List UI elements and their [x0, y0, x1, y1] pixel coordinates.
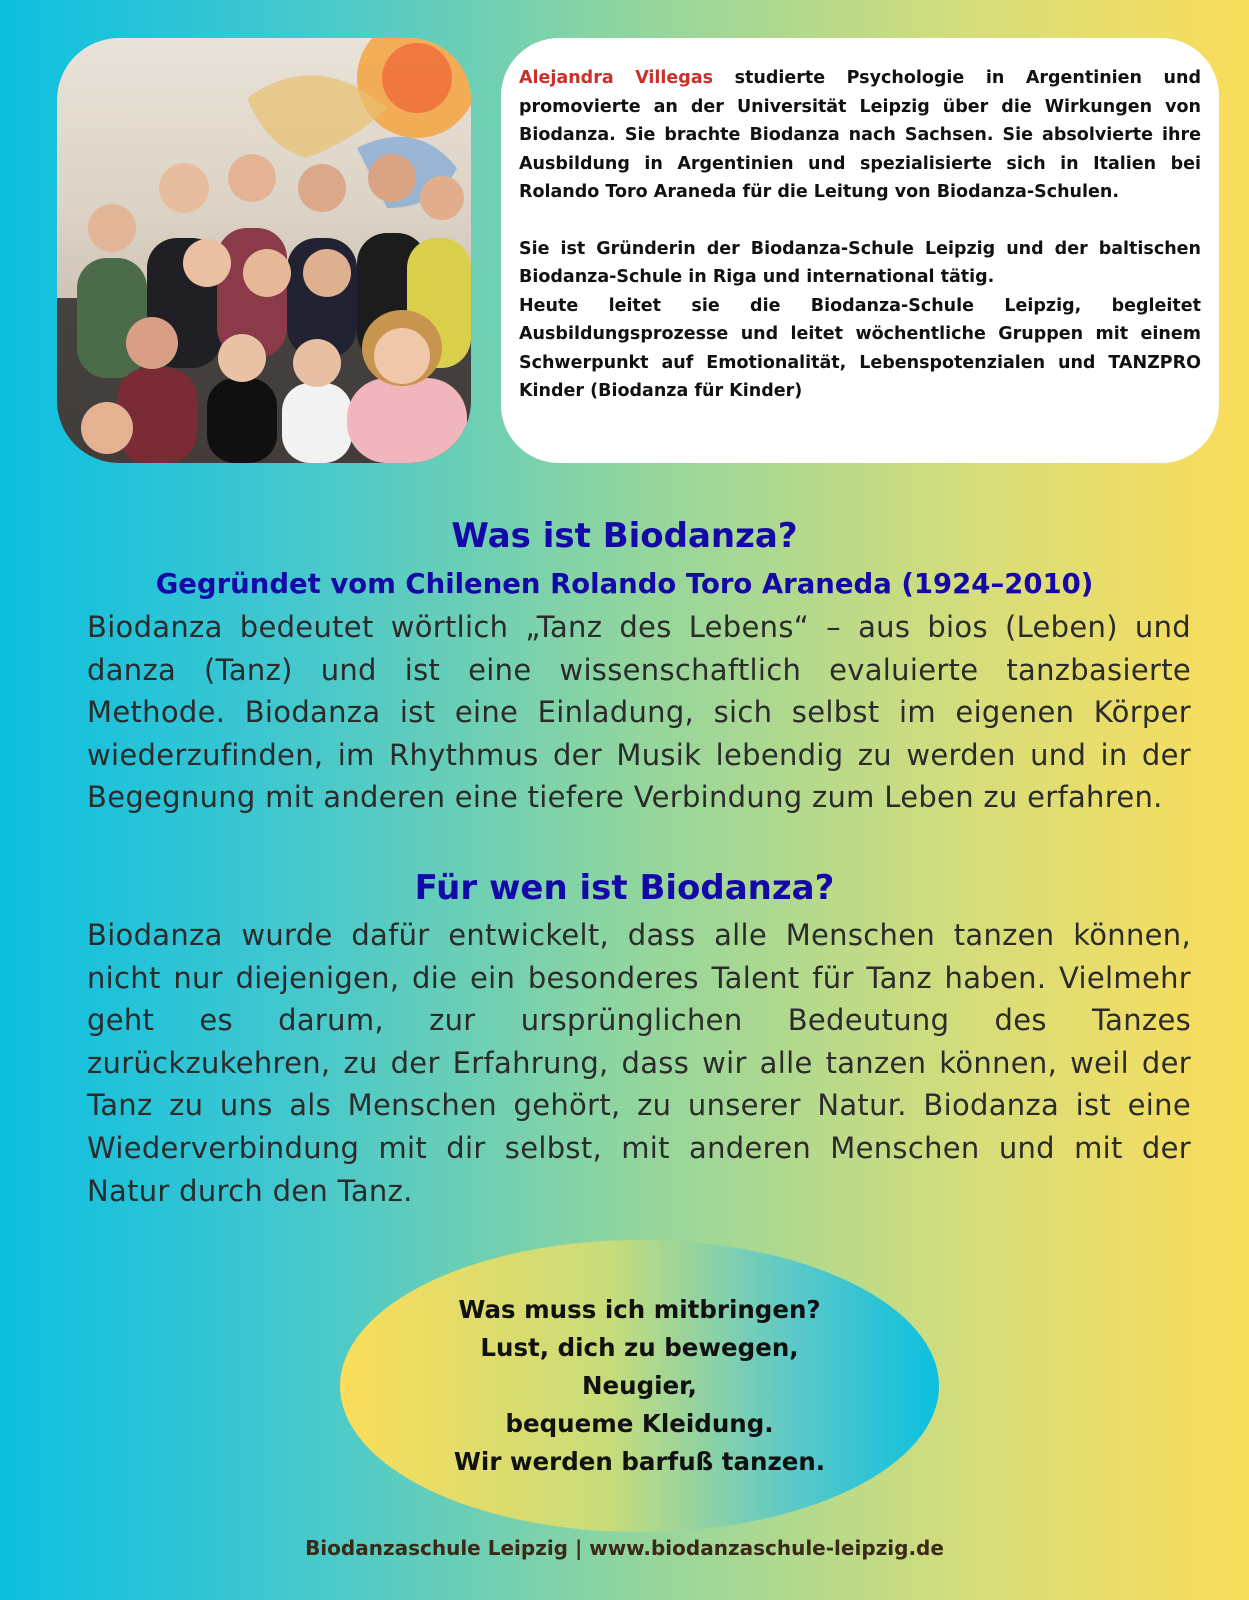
group-photo: [57, 38, 471, 463]
founder-subheading: Gegründet vom Chilenen Rolando Toro Araneda (1924–2010): [155, 568, 1094, 600]
bio-card: [501, 38, 1219, 463]
bio-paragraph-1-text: studierte Psychologie in Argentinien und promovierte an der Universität Leipzig über die Wirkungen von Biodanza. Sie brachte Biodanza nach Sachsen. Sie absolvierte ihre Ausbildung in Argentinien und spezialisierte sich in Italien bei Rolando Toro Araneda für die Leitung von Biodanza-Schulen.: [519, 68, 1202, 202]
oval-line: Neugier,: [582, 1371, 697, 1400]
main-heading: Was ist Biodanza?: [451, 516, 798, 556]
footer-contact: Biodanzaschule Leipzig | www.biodanzaschule-leipzig.de: [305, 1536, 944, 1560]
bio-paragraph-2: Sie ist Gründerin der Biodanza-Schule Leipzig und der baltischen Biodanza-Schule in Riga und international tätig.: [519, 238, 1201, 287]
group-photo-illustration: [57, 38, 471, 463]
oval-line: Wir werden barfuß tanzen.: [453, 1447, 826, 1476]
what-is-biodanza-text: Biodanza bedeutet wörtlich „Tanz des Lebens“ – aus bios (Leben) und danza (Tanz) und ist eine wissenschaftlich evaluierte tanzbasierte Methode. Biodanza ist eine Einladung, sich selbst im eigenen Körper wiederzufinden, im Rhythmus der Musik lebendig zu werden und in der Begegnung mit anderen eine tiefere Verbindung zum Leben zu erfahren.: [87, 610, 1191, 815]
oval-line: bequeme Kleidung.: [505, 1409, 774, 1438]
for-whom-heading: Für wen ist Biodanza?: [414, 868, 835, 908]
for-whom-text: Biodanza wurde dafür entwickelt, dass alle Menschen tanzen können, nicht nur diejenigen, die ein besonderes Talent für Tanz haben. Vielmehr geht es darum, zur ursprünglichen Bedeutung des Tanzes zurückzukehren, zu der Erfahrung, dass wir alle tanzen können, weil der Tanz zu uns als Menschen gehört, zu unserer Natur. Biodanza ist eine Wiederverbindung mit dir selbst, mit anderen Menschen und mit der Natur durch den Tanz.: [87, 918, 1191, 1208]
oval-line: Lust, dich zu bewegen,: [480, 1333, 799, 1362]
oval-line: Was muss ich mitbringen?: [458, 1295, 821, 1324]
what-to-bring-oval: [340, 1240, 939, 1532]
bio-paragraph-3: Heute leitet sie die Biodanza-Schule Leipzig, begleitet Ausbildungsprozesse und leitet wöchentliche Gruppen mit einem Schwerpunkt auf Emotionalität, Lebenspotenzialen und TANZPRO Kinder (Biodanza für Kinder): [519, 295, 1201, 401]
bio-name: Alejandra Villegas: [519, 68, 714, 88]
bio-paragraph-1: [519, 64, 1201, 207]
